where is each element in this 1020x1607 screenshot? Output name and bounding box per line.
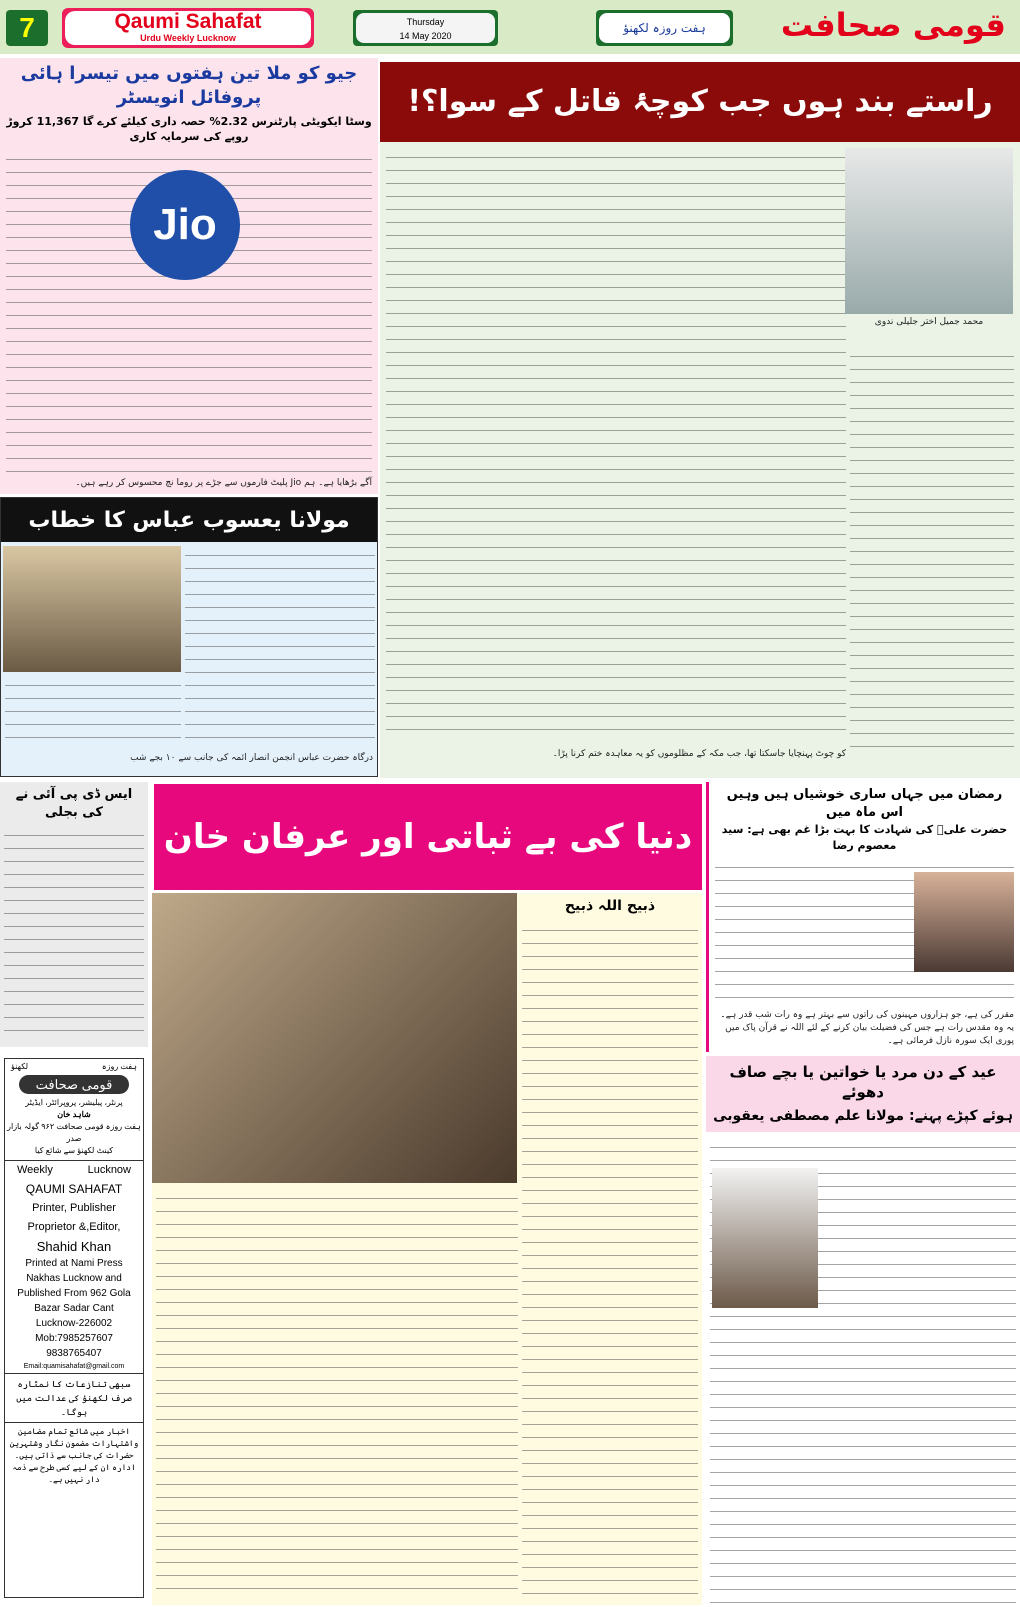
imprint-urdu-tag: ہفت روزہ [101, 1062, 137, 1071]
jio-logo: Jio [130, 170, 240, 280]
abbas-body-2 [5, 676, 181, 746]
irfan-body [156, 1189, 518, 1601]
imprint-box [4, 1058, 144, 1598]
masthead-subtitle: Urdu Weekly Lucknow [140, 33, 236, 43]
imprint-urdu-city: لکھنؤ [11, 1062, 29, 1071]
irfan-photo [152, 893, 517, 1183]
eid-headline-2: ہوئے کپڑے پہنے: مولانا علم مصطفی یعقوبی [713, 1108, 1013, 1124]
sdpi-article [0, 782, 148, 1047]
imprint-urdu-logo: قومی صحافت [19, 1075, 129, 1094]
abbas-closing: درگاہ حضرت عباس انجمن انصار ائمہ کی جانب سے ۱۰ بجے شب [130, 753, 373, 763]
abbas-article [0, 497, 378, 777]
imprint-urdu-line: شاہد خان [57, 1110, 91, 1119]
jio-closing: آگے بڑھایا ہے۔ ہم Jio پلیٹ فارموں سے جڑے پر روما نچ محسوس کر رہے ہیں۔ [75, 478, 372, 488]
page-number: 7 [6, 10, 48, 46]
main-article [380, 142, 1020, 778]
imprint-mobile: Mob:7985257607 [35, 1333, 113, 1344]
imprint-addr: Published From 962 Gola [17, 1288, 131, 1299]
masthead-bar [0, 0, 1020, 54]
ramadan-headline-1: رمضان میں جہاں ساری خوشیاں ہیں وہیں اس ماہ میں [726, 787, 1003, 820]
main-body [386, 148, 846, 742]
day: Thursday [406, 17, 445, 27]
ramadan-body [715, 858, 1014, 1006]
jio-body [6, 150, 372, 473]
imprint-role1: Printer, Publisher [32, 1202, 116, 1214]
masthead-title: Qaumi Sahafat [114, 10, 262, 33]
date-box [353, 10, 498, 46]
imprint-editor: Shahid Khan [36, 1239, 112, 1254]
eid-headline-1: عید کے دن مرد یا خواتین یا بچے صاف دھوئے [729, 1063, 997, 1101]
maulana-photo [712, 1168, 818, 1308]
irfan-body-right [522, 921, 698, 1601]
ramadan-photo [914, 872, 1014, 972]
sdpi-body [4, 826, 144, 1043]
imprint-role2: Proprietor &,Editor, [27, 1221, 121, 1233]
irfan-headline: دنیا کی بے ثباتی اور عرفان خان [154, 784, 702, 890]
imprint-mobile: 9838765407 [46, 1348, 102, 1359]
ramadan-snippet: مقرر کی ہے، جو ہزاروں مہینوں کی راتوں سے بہتر ہے وہ رات شب قدر ہے۔ یہ وہ مقدس رات ہے جس کی فضیلت بیان کرنے کے لئے اللہ نے قرآن پاک میں پوری ایک سورہ نازل فرمائی ہے۔ [720, 1010, 1014, 1046]
imprint-name: QAUMI SAHAFAT [25, 1182, 123, 1196]
abbas-body [185, 546, 375, 746]
jio-headline: جیو کو ملا تین ہفتوں میں تیسرا ہائی پروفائل انویسٹر [20, 63, 358, 108]
imprint-city: Lucknow [87, 1164, 131, 1176]
imprint-email: Email:quamisahafat@gmail.com [5, 1361, 143, 1374]
imprint-jurisdiction: سبھی تنازعات کا نمٹارہ صرف لکھنؤ کی عدالت میں ہوگا۔ [5, 1374, 143, 1423]
imprint-urdu-line: ہفت روزہ قومی صحافت ۹۶۲ گولہ بازار صدر [7, 1122, 141, 1143]
eid-body [710, 1138, 1016, 1603]
main-closing: کو چوٹ پہنچایا جاسکتا تھا، جب مکہ کے مظلوموں کو یہ معاہدہ ختم کرنا پڑا۔ [552, 749, 846, 759]
speaker-photo [3, 546, 181, 672]
abbas-headline: مولانا یعسوب عباس کا خطاب [1, 498, 377, 542]
photo-caption: محمد جمیل اختر جلیلی ندوی [874, 317, 984, 327]
masthead-logo [62, 8, 314, 48]
imprint-weekly: Weekly [17, 1164, 53, 1176]
urdu-tag-box [596, 10, 733, 46]
jio-article [0, 58, 378, 494]
jio-subheadline: وسٹا ایکویٹی پارٹنرس 2.32% حصہ داری کیلئے کرے گا 11,367 کروڑ روپے کی سرمایہ کاری [6, 115, 372, 143]
imprint-addr: Printed at Nami Press [25, 1258, 123, 1269]
eid-article [706, 1056, 1020, 1607]
urdu-tag: ہفت روزہ لکھنؤ [599, 13, 730, 43]
date: 14 May 2020 [399, 31, 452, 41]
main-headline: راستے بند ہوں جب کوچۂ قاتل کے سوا؟! [380, 62, 1020, 142]
imprint-disclaimer: اخبار میں شائع تمام مضامین واشتہارات مضمون نگار وشتہرین حضرات کی جانب سے ذاتی ہیں۔ ادارہ ان کے لیے کسی طرح سے ذمہ دار نہیں ہے۔ [9, 1427, 139, 1484]
author-photo [845, 148, 1013, 314]
sdpi-headline: ایس ڈی پی آئی نے کی بجلی [15, 787, 133, 820]
imprint-addr: Nakhas Lucknow and [26, 1273, 122, 1284]
imprint-addr: Bazar Sadar Cant [34, 1303, 114, 1314]
irfan-article [152, 893, 702, 1605]
imprint-urdu-line: کینٹ لکھنؤ سے شائع کیا [34, 1146, 114, 1155]
main-body-right [850, 347, 1014, 747]
irfan-author: ذبیح اللہ ذبیح [564, 898, 656, 914]
urdu-logo: قومی صحافت [780, 6, 1006, 44]
ramadan-headline-2: حضرت علیؑ کی شہادت کا بہت بڑا غم بھی ہے: سید معصوم رضا [721, 823, 1008, 852]
ramadan-article [706, 782, 1020, 1052]
imprint-urdu-line: پرنٹر، پبلیشر، پروپرائٹر، ایڈیٹر [25, 1098, 123, 1107]
imprint-addr: Lucknow-226002 [35, 1318, 113, 1329]
